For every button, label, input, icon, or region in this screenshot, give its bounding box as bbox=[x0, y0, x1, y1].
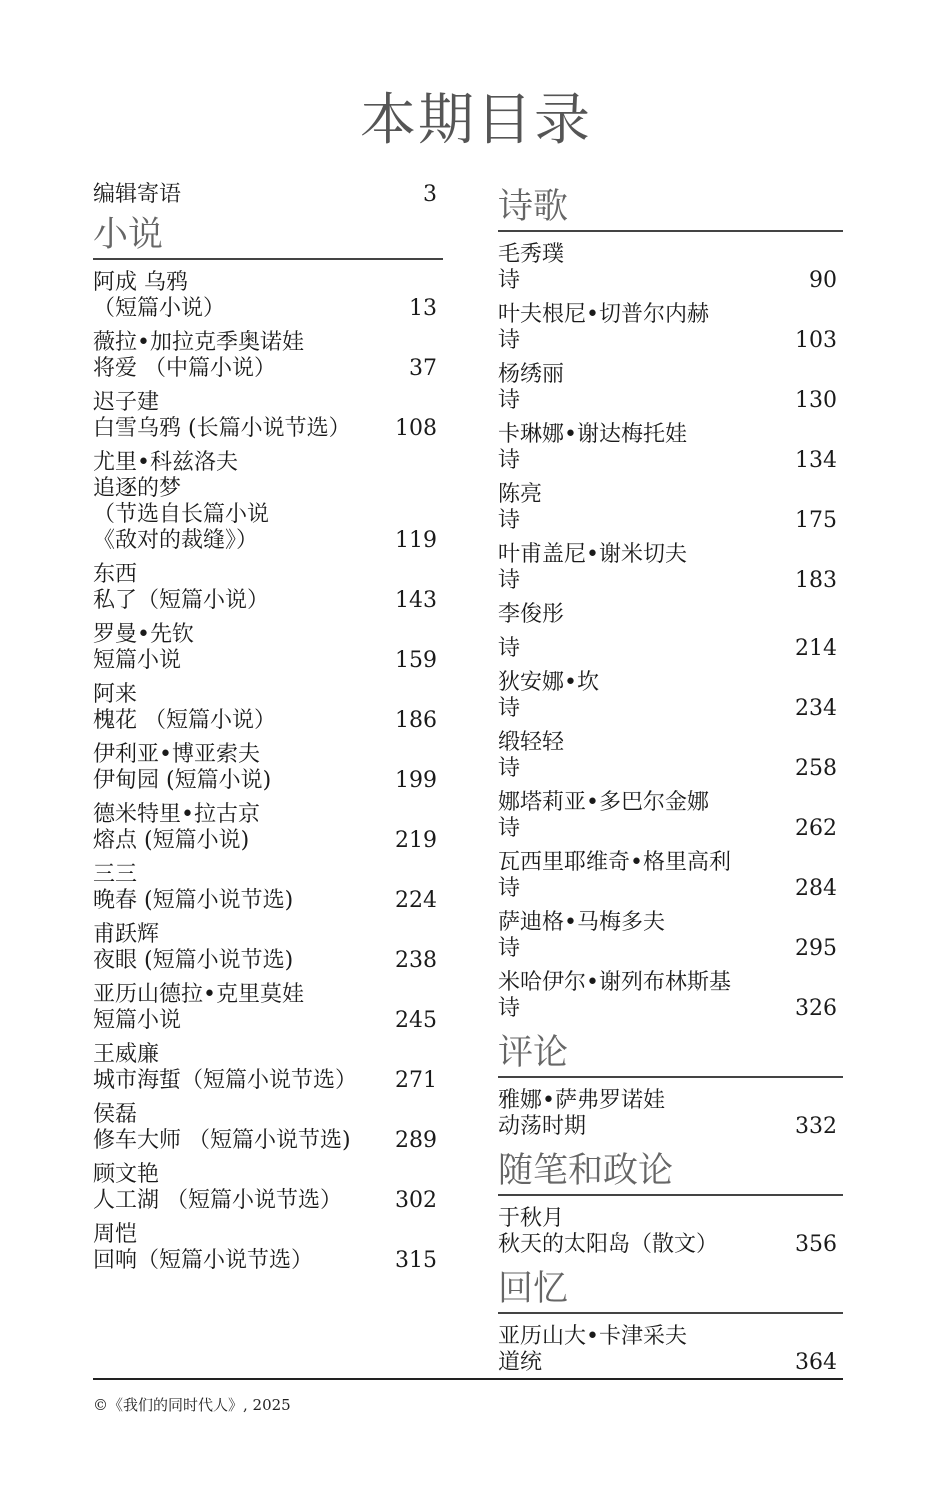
toc-entry[interactable] bbox=[93, 1042, 443, 1094]
entry-page: 3 bbox=[423, 182, 437, 207]
entry-title-line: 将爱 （中篇小说） bbox=[93, 356, 276, 381]
entry-page: 90 bbox=[809, 268, 837, 293]
entry-page: 37 bbox=[409, 356, 437, 381]
toc-entry[interactable] bbox=[93, 390, 443, 442]
entry-page: 108 bbox=[395, 416, 437, 441]
entry-title-line: 道统 bbox=[498, 1350, 543, 1375]
entry-author: 毛秀璞 bbox=[498, 242, 565, 267]
entry-page: 186 bbox=[395, 708, 437, 733]
right-column bbox=[498, 182, 843, 1384]
entry-page: 302 bbox=[395, 1188, 437, 1213]
toc-entry[interactable] bbox=[498, 850, 843, 902]
entry-author: 李俊彤 bbox=[498, 602, 565, 627]
entry-page: 103 bbox=[795, 328, 837, 353]
entry-author: 侯磊 bbox=[93, 1102, 138, 1127]
entry-title-line: 回响（短篇小说节选） bbox=[93, 1248, 314, 1273]
section-heading-criticism: 评论 bbox=[498, 1030, 843, 1078]
entry-author: 陈亮 bbox=[498, 482, 543, 507]
entry-author: 阿来 bbox=[93, 682, 138, 707]
entry-title-line: 诗 bbox=[498, 816, 521, 841]
toc-entry[interactable] bbox=[93, 270, 443, 322]
entry-page: 175 bbox=[795, 508, 837, 533]
entry-author: 杨绣丽 bbox=[498, 362, 565, 387]
entry-page: 284 bbox=[795, 876, 837, 901]
entry-page: 199 bbox=[395, 768, 437, 793]
section-heading-essays: 随笔和政论 bbox=[498, 1148, 843, 1196]
toc-entry[interactable] bbox=[498, 670, 843, 722]
entry-title-line: 诗 bbox=[498, 936, 521, 961]
toc-entry[interactable] bbox=[93, 1102, 443, 1154]
entry-title-line: 诗 bbox=[498, 328, 521, 353]
entry-title-line: 熔点 (短篇小说) bbox=[93, 828, 250, 853]
toc-entry[interactable] bbox=[93, 742, 443, 794]
entry-author: 亚历山德拉•克里莫娃 bbox=[93, 982, 304, 1007]
entry-author: 叶甫盖尼•谢米切夫 bbox=[498, 542, 687, 567]
entry-page: 245 bbox=[395, 1008, 437, 1033]
left-column bbox=[93, 182, 443, 1282]
entry-page: 326 bbox=[795, 996, 837, 1021]
entry-title-line: 短篇小说 bbox=[93, 648, 182, 673]
entry-title-line: （节选自长篇小说 bbox=[93, 502, 270, 527]
entry-author: 罗曼•先钦 bbox=[93, 622, 194, 647]
entry-title-line: 《敌对的裁缝》） bbox=[93, 528, 259, 553]
toc-entry[interactable] bbox=[93, 1222, 443, 1274]
entry-author: 东西 bbox=[93, 562, 138, 587]
toc-entry[interactable] bbox=[93, 622, 443, 674]
entry-author: 瓦西里耶维奇•格里高利 bbox=[498, 850, 731, 875]
entry-author: 三三 bbox=[93, 862, 138, 887]
entry-title-line: 诗 bbox=[498, 636, 521, 661]
entry-author: 卡琳娜•谢达梅托娃 bbox=[498, 422, 687, 447]
entry-title: 编辑寄语 bbox=[93, 182, 182, 207]
entry-title-line: 槐花 （短篇小说） bbox=[93, 708, 276, 733]
entry-title-line: 城市海蜇（短篇小说节选） bbox=[93, 1068, 358, 1093]
fiction-entries bbox=[93, 270, 443, 1274]
entry-page: 364 bbox=[795, 1350, 837, 1375]
entry-author: 叶夫根尼•切普尔内赫 bbox=[498, 302, 709, 327]
entry-page: 119 bbox=[395, 528, 437, 553]
toc-entry[interactable] bbox=[93, 982, 443, 1034]
entry-title-line: 诗 bbox=[498, 568, 521, 593]
section-heading-memoirs: 回忆 bbox=[498, 1266, 843, 1314]
toc-entry[interactable] bbox=[498, 422, 843, 474]
page-title: 本期目录 bbox=[360, 88, 592, 153]
section-heading-fiction: 小说 bbox=[93, 212, 443, 260]
entry-title-line: 诗 bbox=[498, 756, 521, 781]
entry-author: 伊利亚•博亚索夫 bbox=[93, 742, 260, 767]
entry-page: 234 bbox=[795, 696, 837, 721]
toc-entry[interactable] bbox=[93, 682, 443, 734]
entry-page: 315 bbox=[395, 1248, 437, 1273]
entry-page: 13 bbox=[409, 296, 437, 321]
entry-author: 雅娜•萨弗罗诺娃 bbox=[498, 1088, 665, 1113]
toc-entry[interactable] bbox=[93, 330, 443, 382]
entry-page: 143 bbox=[395, 588, 437, 613]
toc-entry[interactable] bbox=[498, 542, 843, 594]
entry-author: 尤里•科兹洛夫 bbox=[93, 450, 238, 475]
entry-title-line: 追逐的梦 bbox=[93, 476, 182, 501]
entry-page: 289 bbox=[395, 1128, 437, 1153]
toc-entry[interactable] bbox=[498, 790, 843, 842]
entry-page: 262 bbox=[795, 816, 837, 841]
toc-entry[interactable] bbox=[498, 242, 843, 294]
entry-author: 狄安娜•坎 bbox=[498, 670, 599, 695]
entry-page: 130 bbox=[795, 388, 837, 413]
entry-title-line: 夜眼 (短篇小说节选) bbox=[93, 948, 294, 973]
entry-author: 薇拉•加拉克季奥诺娃 bbox=[93, 330, 304, 355]
entry-title-line: 诗 bbox=[498, 996, 521, 1021]
entry-author: 周恺 bbox=[93, 1222, 138, 1247]
entry-page: 271 bbox=[395, 1068, 437, 1093]
entry-title-line: 伊甸园 (短篇小说) bbox=[93, 768, 272, 793]
toc-entry[interactable] bbox=[93, 862, 443, 914]
entry-page: 238 bbox=[395, 948, 437, 973]
toc-entry[interactable] bbox=[93, 450, 443, 554]
toc-entry[interactable] bbox=[498, 970, 843, 1022]
entry-page: 134 bbox=[795, 448, 837, 473]
entry-author: 娜塔莉亚•多巴尔金娜 bbox=[498, 790, 709, 815]
entry-page: 258 bbox=[795, 756, 837, 781]
entry-author: 阿成 乌鸦 bbox=[93, 270, 188, 295]
entry-title-line: 私了（短篇小说） bbox=[93, 588, 270, 613]
entry-title-line: 诗 bbox=[498, 696, 521, 721]
entry-title-line: 人工湖 （短篇小说节选） bbox=[93, 1188, 342, 1213]
entry-title-line: （短篇小说） bbox=[93, 296, 226, 321]
footer-divider bbox=[93, 1378, 843, 1380]
entry-author: 顾文艳 bbox=[93, 1162, 160, 1187]
entry-title-line: 诗 bbox=[498, 268, 521, 293]
entry-title-line: 诗 bbox=[498, 876, 521, 901]
entry-title-line: 诗 bbox=[498, 508, 521, 533]
copyright-footer: ©《我们的同时代人》, 2025 bbox=[93, 1396, 291, 1414]
section-heading-poetry: 诗歌 bbox=[498, 184, 843, 232]
entry-page: 159 bbox=[395, 648, 437, 673]
entry-author: 米哈伊尔•谢列布林斯基 bbox=[498, 970, 731, 995]
entry-page: 219 bbox=[395, 828, 437, 853]
entry-page: 214 bbox=[795, 636, 837, 661]
toc-entry[interactable] bbox=[498, 362, 843, 414]
toc-entry[interactable] bbox=[498, 482, 843, 534]
toc-entry[interactable] bbox=[93, 802, 443, 854]
toc-entry[interactable] bbox=[498, 302, 843, 354]
entry-author: 萨迪格•马梅多夫 bbox=[498, 910, 665, 935]
toc-entry[interactable] bbox=[498, 602, 843, 662]
entry-title-line: 诗 bbox=[498, 448, 521, 473]
toc-entry[interactable] bbox=[93, 922, 443, 974]
entry-page: 356 bbox=[795, 1232, 837, 1257]
entry-author: 于秋月 bbox=[498, 1206, 565, 1231]
entry-page: 332 bbox=[795, 1114, 837, 1139]
entry-title-line: 诗 bbox=[498, 388, 521, 413]
toc-entry[interactable] bbox=[498, 730, 843, 782]
entry-title-line: 晚春 (短篇小说节选) bbox=[93, 888, 294, 913]
entry-author: 亚历山大•卡津采夫 bbox=[498, 1324, 687, 1349]
entry-author: 缎轻轻 bbox=[498, 730, 565, 755]
entry-title-line: 秋天的太阳岛（散文） bbox=[498, 1232, 719, 1257]
entry-author: 王威廉 bbox=[93, 1042, 160, 1067]
entry-page: 224 bbox=[395, 888, 437, 913]
entry-page: 295 bbox=[795, 936, 837, 961]
entry-title-line: 动荡时期 bbox=[498, 1114, 587, 1139]
entry-author: 德米特里•拉古京 bbox=[93, 802, 260, 827]
entry-author: 甫跃辉 bbox=[93, 922, 160, 947]
toc-entry[interactable] bbox=[93, 562, 443, 614]
entry-title-line: 短篇小说 bbox=[93, 1008, 182, 1033]
toc-entry[interactable] bbox=[498, 1324, 843, 1376]
toc-entry[interactable] bbox=[498, 1088, 843, 1140]
entry-title-line: 白雪乌鸦 (长篇小说节选） bbox=[93, 416, 351, 441]
entry-spacer bbox=[498, 628, 843, 636]
toc-entry-intro[interactable] bbox=[93, 182, 443, 208]
entry-author: 迟子建 bbox=[93, 390, 160, 415]
entry-page: 183 bbox=[795, 568, 837, 593]
toc-entry[interactable] bbox=[498, 1206, 843, 1258]
toc-entry[interactable] bbox=[498, 910, 843, 962]
toc-entry[interactable] bbox=[93, 1162, 443, 1214]
entry-title-line: 修车大师 （短篇小说节选) bbox=[93, 1128, 351, 1153]
